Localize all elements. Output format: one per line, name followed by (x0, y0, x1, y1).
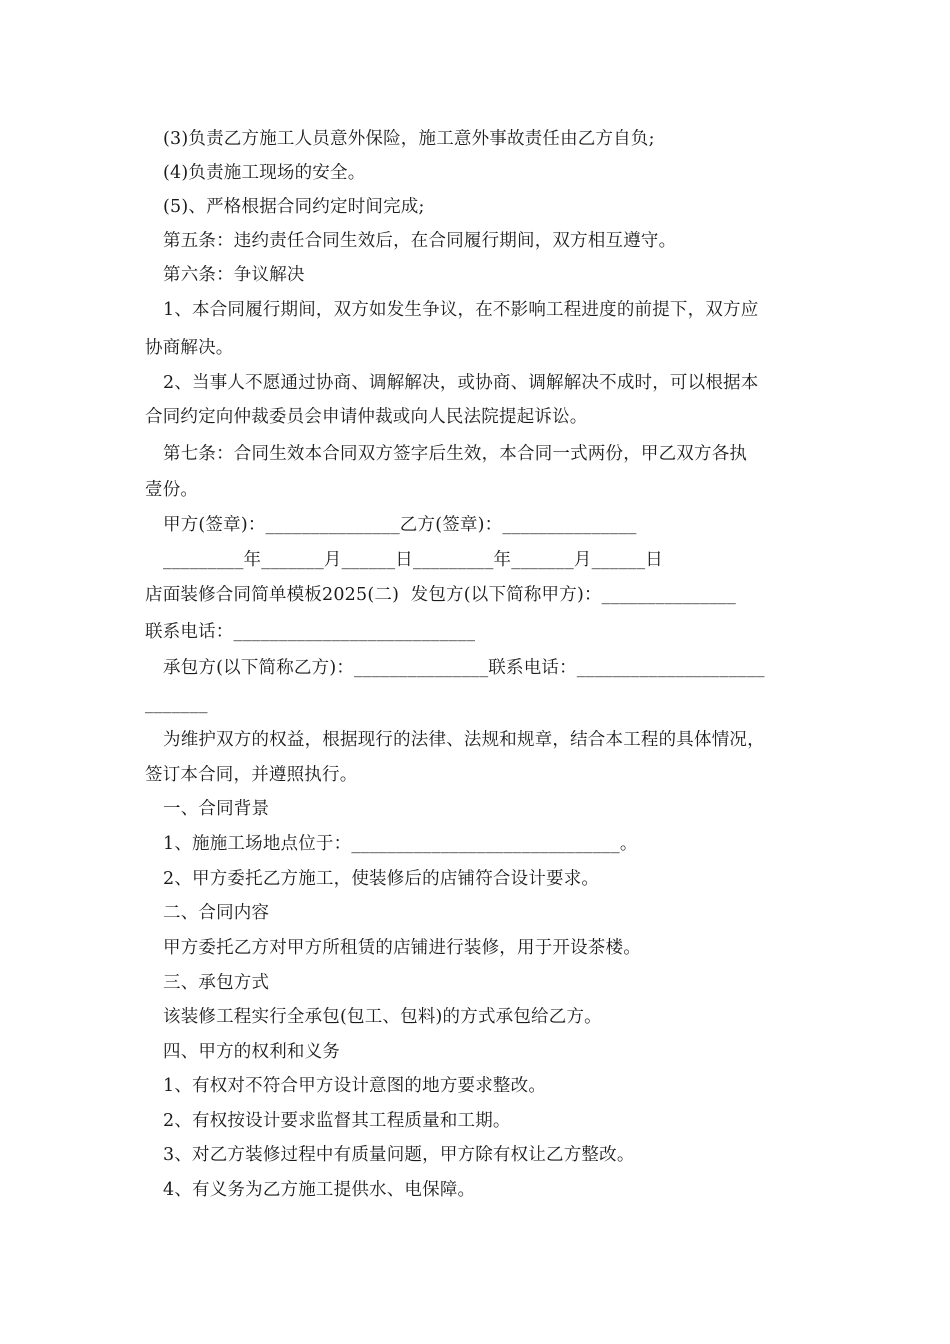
section-title-line: 店面装修合同简单模板2025(二) 发包方(以下简称甲方)：_______________ (145, 585, 736, 605)
clause-heading: 第六条：争议解决 (163, 265, 305, 285)
paragraph-line: 3、对乙方装修过程中有质量问题，甲方除有权让乙方整改。 (163, 1145, 635, 1165)
paragraph-line: 1、施施工场地点位于：______________________________。 (163, 834, 638, 854)
paragraph-line: 2、有权按设计要求监督其工程质量和工期。 (163, 1111, 511, 1131)
paragraph-line: (5)、严格根据合同约定时间完成; (163, 197, 425, 217)
section-heading: 三、承包方式 (163, 973, 270, 993)
paragraph-line: _______ (145, 694, 208, 714)
clause-heading: 第五条：违约责任合同生效后，在合同履行期间，双方相互遵守。 (163, 231, 677, 251)
paragraph-line: 该装修工程实行全承包(包工、包料)的方式承包给乙方。 (163, 1007, 602, 1027)
paragraph-line: 甲方委托乙方对甲方所租赁的店铺进行装修，用于开设茶楼。 (163, 938, 641, 958)
paragraph-line: 壹份。 (145, 480, 199, 500)
paragraph-line: 为维护双方的权益，根据现行的法律、法规和规章，结合本工程的具体情况， (163, 730, 765, 750)
paragraph-line: 4、有义务为乙方施工提供水、电保障。 (163, 1180, 476, 1200)
paragraph-line: 协商解决。 (145, 338, 234, 358)
section-heading: 一、合同背景 (163, 799, 270, 819)
paragraph-line: (3)负责乙方施工人员意外保险，施工意外事故责任由乙方自负; (163, 129, 655, 149)
paragraph-line: 2、甲方委托乙方施工，使装修后的店铺符合设计要求。 (163, 869, 600, 889)
paragraph-line: 1、有权对不符合甲方设计意图的地方要求整改。 (163, 1076, 547, 1096)
paragraph-line: 联系电话：___________________________ (145, 622, 476, 642)
paragraph-line: 签订本合同，并遵照执行。 (145, 765, 358, 785)
date-line: _________年_______月______日_________年_______月______日 (163, 550, 663, 570)
clause-heading: 第七条：合同生效本合同双方签字后生效，本合同一式两份，甲乙双方各执 (163, 444, 748, 464)
paragraph-line: 合同约定向仲裁委员会申请仲裁或向人民法院提起诉讼。 (145, 407, 588, 427)
paragraph-line: (4)负责施工现场的安全。 (163, 163, 366, 183)
paragraph-line: 1、本合同履行期间，双方如发生争议，在不影响工程进度的前提下，双方应 (163, 300, 759, 320)
section-heading: 二、合同内容 (163, 903, 270, 923)
paragraph-line: 2、当事人不愿通过协商、调解解决，或协商、调解解决不成时，可以根据本 (163, 373, 759, 393)
paragraph-line: 承包方(以下简称乙方)：_______________联系电话：_____________________ (163, 658, 765, 678)
section-heading: 四、甲方的权利和义务 (163, 1042, 340, 1062)
signature-line: 甲方(签章)：_______________乙方(签章)：_______________ (163, 515, 637, 535)
